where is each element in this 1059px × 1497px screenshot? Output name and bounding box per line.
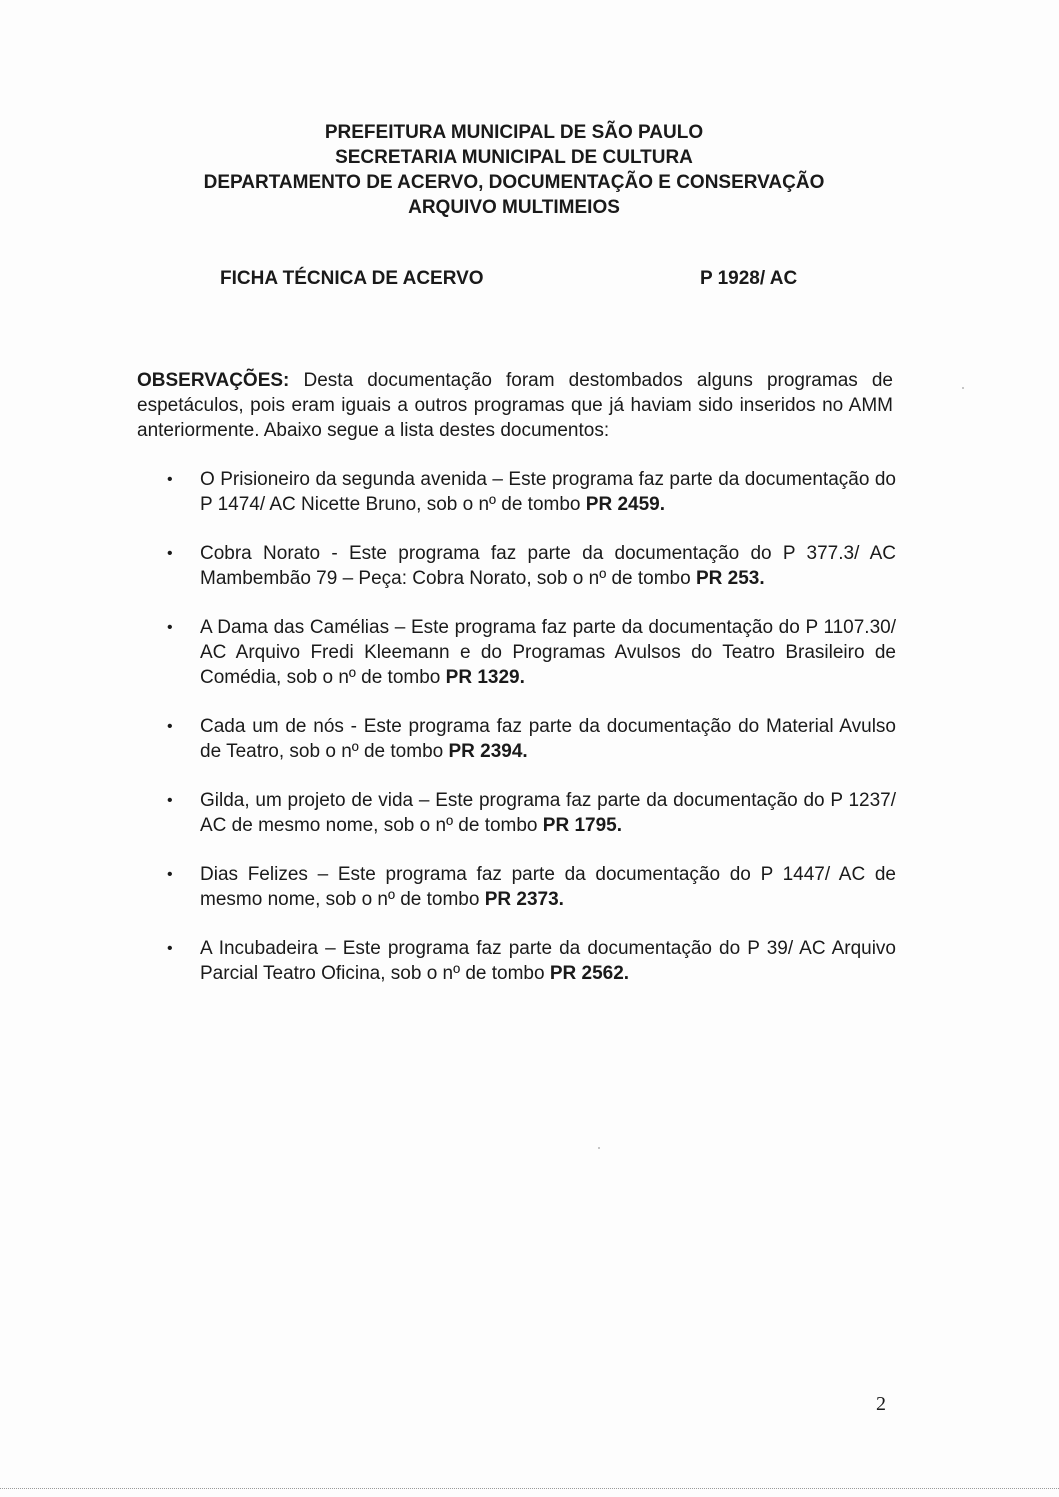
- list-item-text: Cada um de nós - Este programa faz parte da documentação do Material Avulso de Teatro, sob o nº de tombo: [200, 716, 896, 762]
- list-item-tombo: PR 1795.: [542, 815, 623, 836]
- scan-speck: [962, 387, 964, 389]
- header-line-departamento: DEPARTAMENTO DE ACERVO, DOCUMENTAÇÃO E CONSERVAÇÃO: [203, 172, 825, 193]
- list-item-tombo: PR 2562.: [549, 963, 630, 984]
- list-item-text: O Prisioneiro da segunda avenida – Este programa faz parte da documentação do P 1474/ AC Nicette Bruno, sob o nº de tombo: [200, 469, 896, 515]
- list-item: [160, 615, 896, 690]
- observacoes-paragraph: [137, 368, 893, 443]
- list-item: [160, 541, 896, 591]
- list-item-tombo: PR 1329.: [445, 667, 525, 688]
- list-item-text: Dias Felizes – Este programa faz parte da documentação do P 1447/ AC de mesmo nome, sob o nº de tombo: [200, 864, 896, 910]
- observacoes-label: OBSERVAÇÕES:: [137, 370, 290, 391]
- list-item-tombo: PR 2373.: [484, 889, 564, 910]
- list-item-tombo: PR 2394.: [448, 741, 528, 762]
- ficha-code: P 1928/ AC: [700, 268, 798, 289]
- list-item: [160, 788, 896, 838]
- list-item: [160, 714, 896, 764]
- destombados-list: [160, 467, 896, 1010]
- scan-edge-line: [0, 1488, 1059, 1489]
- document-header: [0, 120, 1028, 220]
- list-item-tombo: PR 253.: [695, 568, 765, 589]
- ficha-title: FICHA TÉCNICA DE ACERVO: [220, 268, 484, 289]
- bullet-icon: •: [167, 866, 173, 883]
- page-number: 2: [876, 1393, 886, 1415]
- bullet-icon: •: [167, 619, 173, 636]
- bullet-icon: •: [167, 792, 173, 809]
- list-item-text: Gilda, um projeto de vida – Este programa faz parte da documentação do P 1237/ AC de mesmo nome, sob o nº de tombo: [200, 790, 896, 836]
- bullet-icon: •: [167, 718, 173, 735]
- list-item: [160, 936, 896, 986]
- list-item-text: A Dama das Camélias – Este programa faz parte da documentação do P 1107.30/ AC Arquivo Fredi Kleemann e do Programas Avulsos do Teatro Brasileiro de Comédia, sob o nº de tombo: [200, 617, 896, 688]
- list-item: [160, 467, 896, 517]
- header-line-secretaria: SECRETARIA MUNICIPAL DE CULTURA: [335, 147, 693, 168]
- scan-speck: [598, 1147, 600, 1149]
- header-line-prefeitura: PREFEITURA MUNICIPAL DE SÃO PAULO: [324, 122, 704, 143]
- observacoes-text: Desta documentação foram destombados alguns programas de espetáculos, pois eram iguais a outros programas que já haviam sido inseridos no AMM anteriormente. Abaixo segue a lista destes documentos:: [137, 370, 893, 441]
- list-item: [160, 862, 896, 912]
- header-line-arquivo: ARQUIVO MULTIMEIOS: [408, 197, 620, 218]
- list-item-text: Cobra Norato - Este programa faz parte da documentação do P 377.3/ AC Mambembão 79 – Peça: Cobra Norato, sob o nº de tombo: [200, 543, 896, 589]
- list-item-tombo: PR 2459.: [585, 494, 666, 515]
- bullet-icon: •: [167, 471, 173, 488]
- bullet-icon: •: [167, 940, 173, 957]
- list-item-text: A Incubadeira – Este programa faz parte da documentação do P 39/ AC Arquivo Parcial Teatro Oficina, sob o nº de tombo: [200, 938, 896, 984]
- bullet-icon: •: [167, 545, 173, 562]
